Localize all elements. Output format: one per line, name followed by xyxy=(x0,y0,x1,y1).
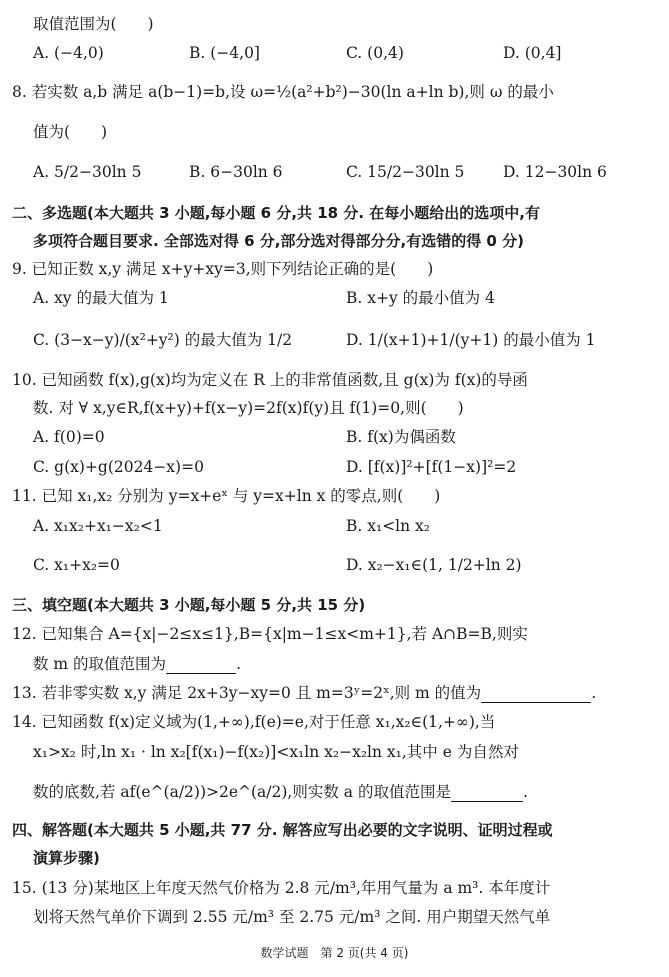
q14-period: . xyxy=(522,783,528,801)
q11-option-b: B. x₁<ln x₂ xyxy=(346,517,431,535)
q15-stem-cont: 划将天然气单价下调到 2.55 元/m³ 至 2.75 元/m³ 之间. 用户期望天然气单 xyxy=(33,908,551,926)
q12-stem-cont xyxy=(33,654,241,674)
q14-stem-tail xyxy=(33,782,528,802)
q8-stem: 8. 若实数 a,b 满足 a(b−1)=b,设 ω=½(a²+b²)−30(ln a+ln b),则 ω 的最小 xyxy=(12,83,554,101)
q11-option-d: D. x₂−x₁∈(1, 1/2+ln 2) xyxy=(346,556,522,574)
q10-option-b: B. f(x)为偶函数 xyxy=(346,428,456,446)
q9-option-c: C. (3−x−y)/(x²+y²) 的最大值为 1/2 xyxy=(33,331,293,349)
q7-option-a: A. (−4,0) xyxy=(33,44,104,62)
q9-stem: 9. 已知正数 x,y 满足 x+y+xy=3,则下列结论正确的是( ) xyxy=(12,260,434,278)
section-4-heading-cont: 演算步骤) xyxy=(33,849,100,867)
q8-option-b: B. 6−30ln 6 xyxy=(189,163,283,181)
q7-stem-tail: 取值范围为( ) xyxy=(33,15,154,33)
q14-stem-cont: x₁>x₂ 时,ln x₁ · ln x₂[f(x₁)−f(x₂)]<x₁ln x₂−x₂ln x₁,其中 e 为自然对 xyxy=(33,743,519,761)
q13-line xyxy=(12,683,596,703)
q12-period: . xyxy=(236,655,241,673)
q7-option-b: B. (−4,0] xyxy=(189,44,260,62)
q11-stem: 11. 已知 x₁,x₂ 分别为 y=x+eˣ 与 y=x+ln x 的零点,则( ) xyxy=(12,487,441,505)
section-3-heading: 三、填空题(本大题共 3 小题,每小题 5 分,共 15 分) xyxy=(12,596,366,614)
section-2-heading-cont: 多项符合题目要求. 全部选对得 6 分,部分选对得部分分,有选错的得 0 分) xyxy=(33,232,524,250)
q10-option-c: C. g(x)+g(2024−x)=0 xyxy=(33,458,204,476)
q7-option-d: D. (0,4] xyxy=(503,44,562,62)
q12-stem: 12. 已知集合 A={x|−2≤x≤1},B={x|m−1≤x<m+1},若 A∩B=B,则实 xyxy=(12,625,528,643)
q14-stem: 14. 已知函数 f(x)定义域为(1,+∞),f(e)=e,对于任意 x₁,x₂∈(1,+∞),当 xyxy=(12,713,496,731)
q8-option-c: C. 15/2−30ln 5 xyxy=(346,163,465,181)
q13-period: . xyxy=(591,684,597,702)
page-footer: 数学试题 第 2 页(共 4 页) xyxy=(260,946,409,960)
q7-option-c: C. (0,4) xyxy=(346,44,404,62)
q15-stem: 15. (13 分)某地区上年度天然气价格为 2.8 元/m³,年用气量为 a m³. 本年度计 xyxy=(12,879,551,897)
q8-option-d: D. 12−30ln 6 xyxy=(503,163,607,181)
section-4-heading: 四、解答题(本大题共 5 小题,共 77 分. 解答应写出必要的文字说明、证明过程或 xyxy=(12,821,553,839)
q8-stem-tail: 值为( ) xyxy=(33,123,108,141)
q13-text: 13. 若非零实数 x,y 满足 2x+3y−xy=0 且 m=3ʸ=2ˣ,则 m 的值为 xyxy=(12,684,482,702)
section-2-heading: 二、多选题(本大题共 3 小题,每小题 6 分,共 18 分. 在每小题给出的选项中,有 xyxy=(12,204,540,222)
q8-option-a: A. 5/2−30ln 5 xyxy=(33,163,142,181)
q11-option-a: A. x₁x₂+x₁−x₂<1 xyxy=(33,517,163,535)
q12-answer-blank[interactable] xyxy=(166,655,236,674)
q10-option-a: A. f(0)=0 xyxy=(33,428,105,446)
q10-option-d: D. [f(x)]²+[f(1−x)]²=2 xyxy=(346,458,517,476)
q14-answer-blank[interactable] xyxy=(451,783,523,802)
q9-option-d: D. 1/(x+1)+1/(y+1) 的最小值为 1 xyxy=(346,331,596,349)
q9-option-a: A. xy 的最大值为 1 xyxy=(33,289,169,307)
q12-text: 数 m 的取值范围为 xyxy=(33,655,167,673)
q11-option-c: C. x₁+x₂=0 xyxy=(33,556,120,574)
q9-option-b: B. x+y 的最小值为 4 xyxy=(346,289,495,307)
q10-stem: 10. 已知函数 f(x),g(x)均为定义在 R 上的非常值函数,且 g(x)为 f(x)的导函 xyxy=(12,371,528,389)
q13-answer-blank[interactable] xyxy=(481,684,591,703)
q14-text: 数的底数,若 af(e^(a/2))>2e^(a/2),则实数 a 的取值范围是 xyxy=(33,783,451,801)
q10-stem-cont: 数. 对 ∀ x,y∈R,f(x+y)+f(x−y)=2f(x)f(y)且 f(1)=0,则( ) xyxy=(33,399,464,417)
